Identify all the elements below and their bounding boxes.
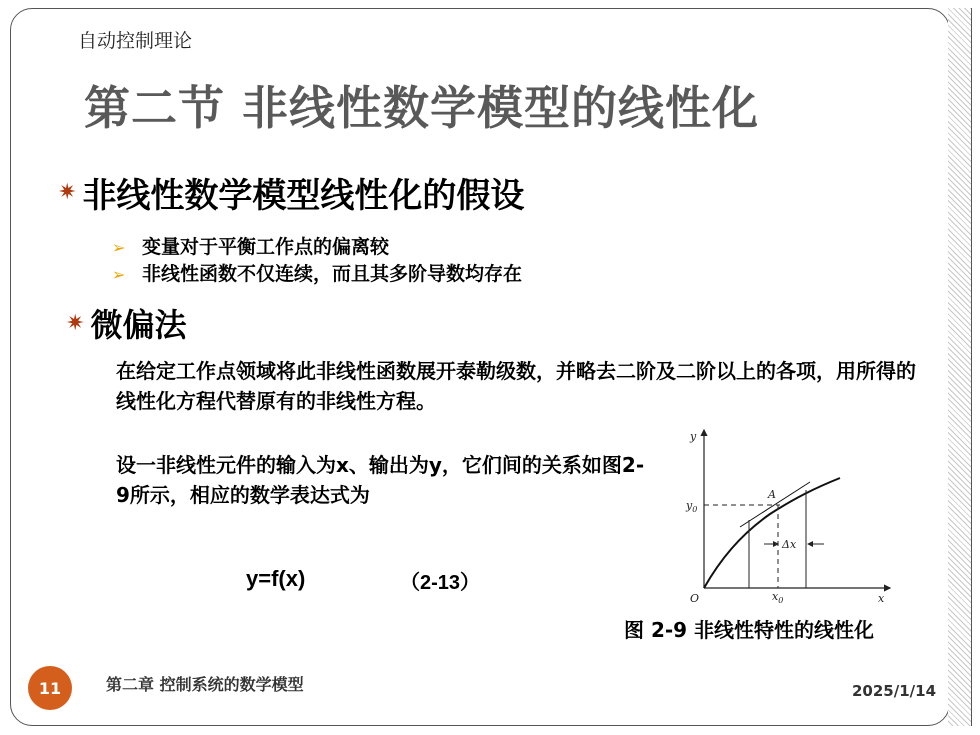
formula-number: （2-13）	[400, 572, 481, 594]
star-burst-icon: ✷	[66, 310, 85, 336]
footer-chapter: 第二章 控制系统的数学模型	[106, 675, 304, 694]
arrow-right-icon: ➢	[112, 265, 126, 284]
page-title: 第二节 非线性数学模型的线性化	[84, 81, 760, 135]
x0-label	[772, 590, 783, 605]
star-burst-icon: ✷	[58, 180, 77, 205]
list-item-text: 变量对于平衡工作点的偏离较	[142, 236, 390, 258]
figure-caption: 图 2-9 非线性特性的线性化	[624, 618, 875, 642]
section-heading-text: 微偏法	[90, 306, 187, 344]
decorative-stripe	[948, 8, 972, 726]
section-heading-assumptions	[58, 168, 524, 217]
assumption-list	[112, 234, 522, 288]
section-heading-method	[66, 300, 186, 346]
y0-label-main: y	[686, 499, 693, 512]
y0-label-sub: 0	[692, 505, 698, 514]
page-number-badge: 11	[28, 666, 72, 710]
list-item	[112, 261, 522, 288]
y-axis-label: y	[690, 430, 697, 443]
footer-date: 2025/1/14	[852, 682, 937, 700]
y0-label	[685, 499, 697, 514]
nonlinear-characteristic-figure	[670, 420, 900, 610]
method-description: 在给定工作点领域将此非线性函数展开泰勒级数，并略去二阶及二阶以上的各项，用所得的线性化方程代替原有的非线性方程。	[116, 359, 916, 413]
list-item	[112, 234, 522, 261]
course-name: 自动控制理论	[78, 30, 193, 52]
x0-label-main: x	[772, 590, 779, 603]
x0-label-sub: 0	[778, 596, 784, 605]
formula: y=f(x)	[246, 566, 306, 591]
arrow-right-icon: ➢	[112, 238, 126, 257]
section-heading-text: 非线性数学模型线性化的假设	[82, 176, 525, 216]
point-a-label: A	[768, 488, 776, 501]
list-item-text: 非线性函数不仅连续，而且其多阶导数均存在	[142, 263, 523, 285]
delta-x-label: Δx	[782, 538, 797, 551]
origin-label: O	[690, 592, 700, 605]
element-description: 设一非线性元件的输入为x、输出为y，它们间的关系如图2-9所示，相应的数学表达式为	[116, 453, 645, 507]
x-axis-label: x	[878, 592, 885, 605]
